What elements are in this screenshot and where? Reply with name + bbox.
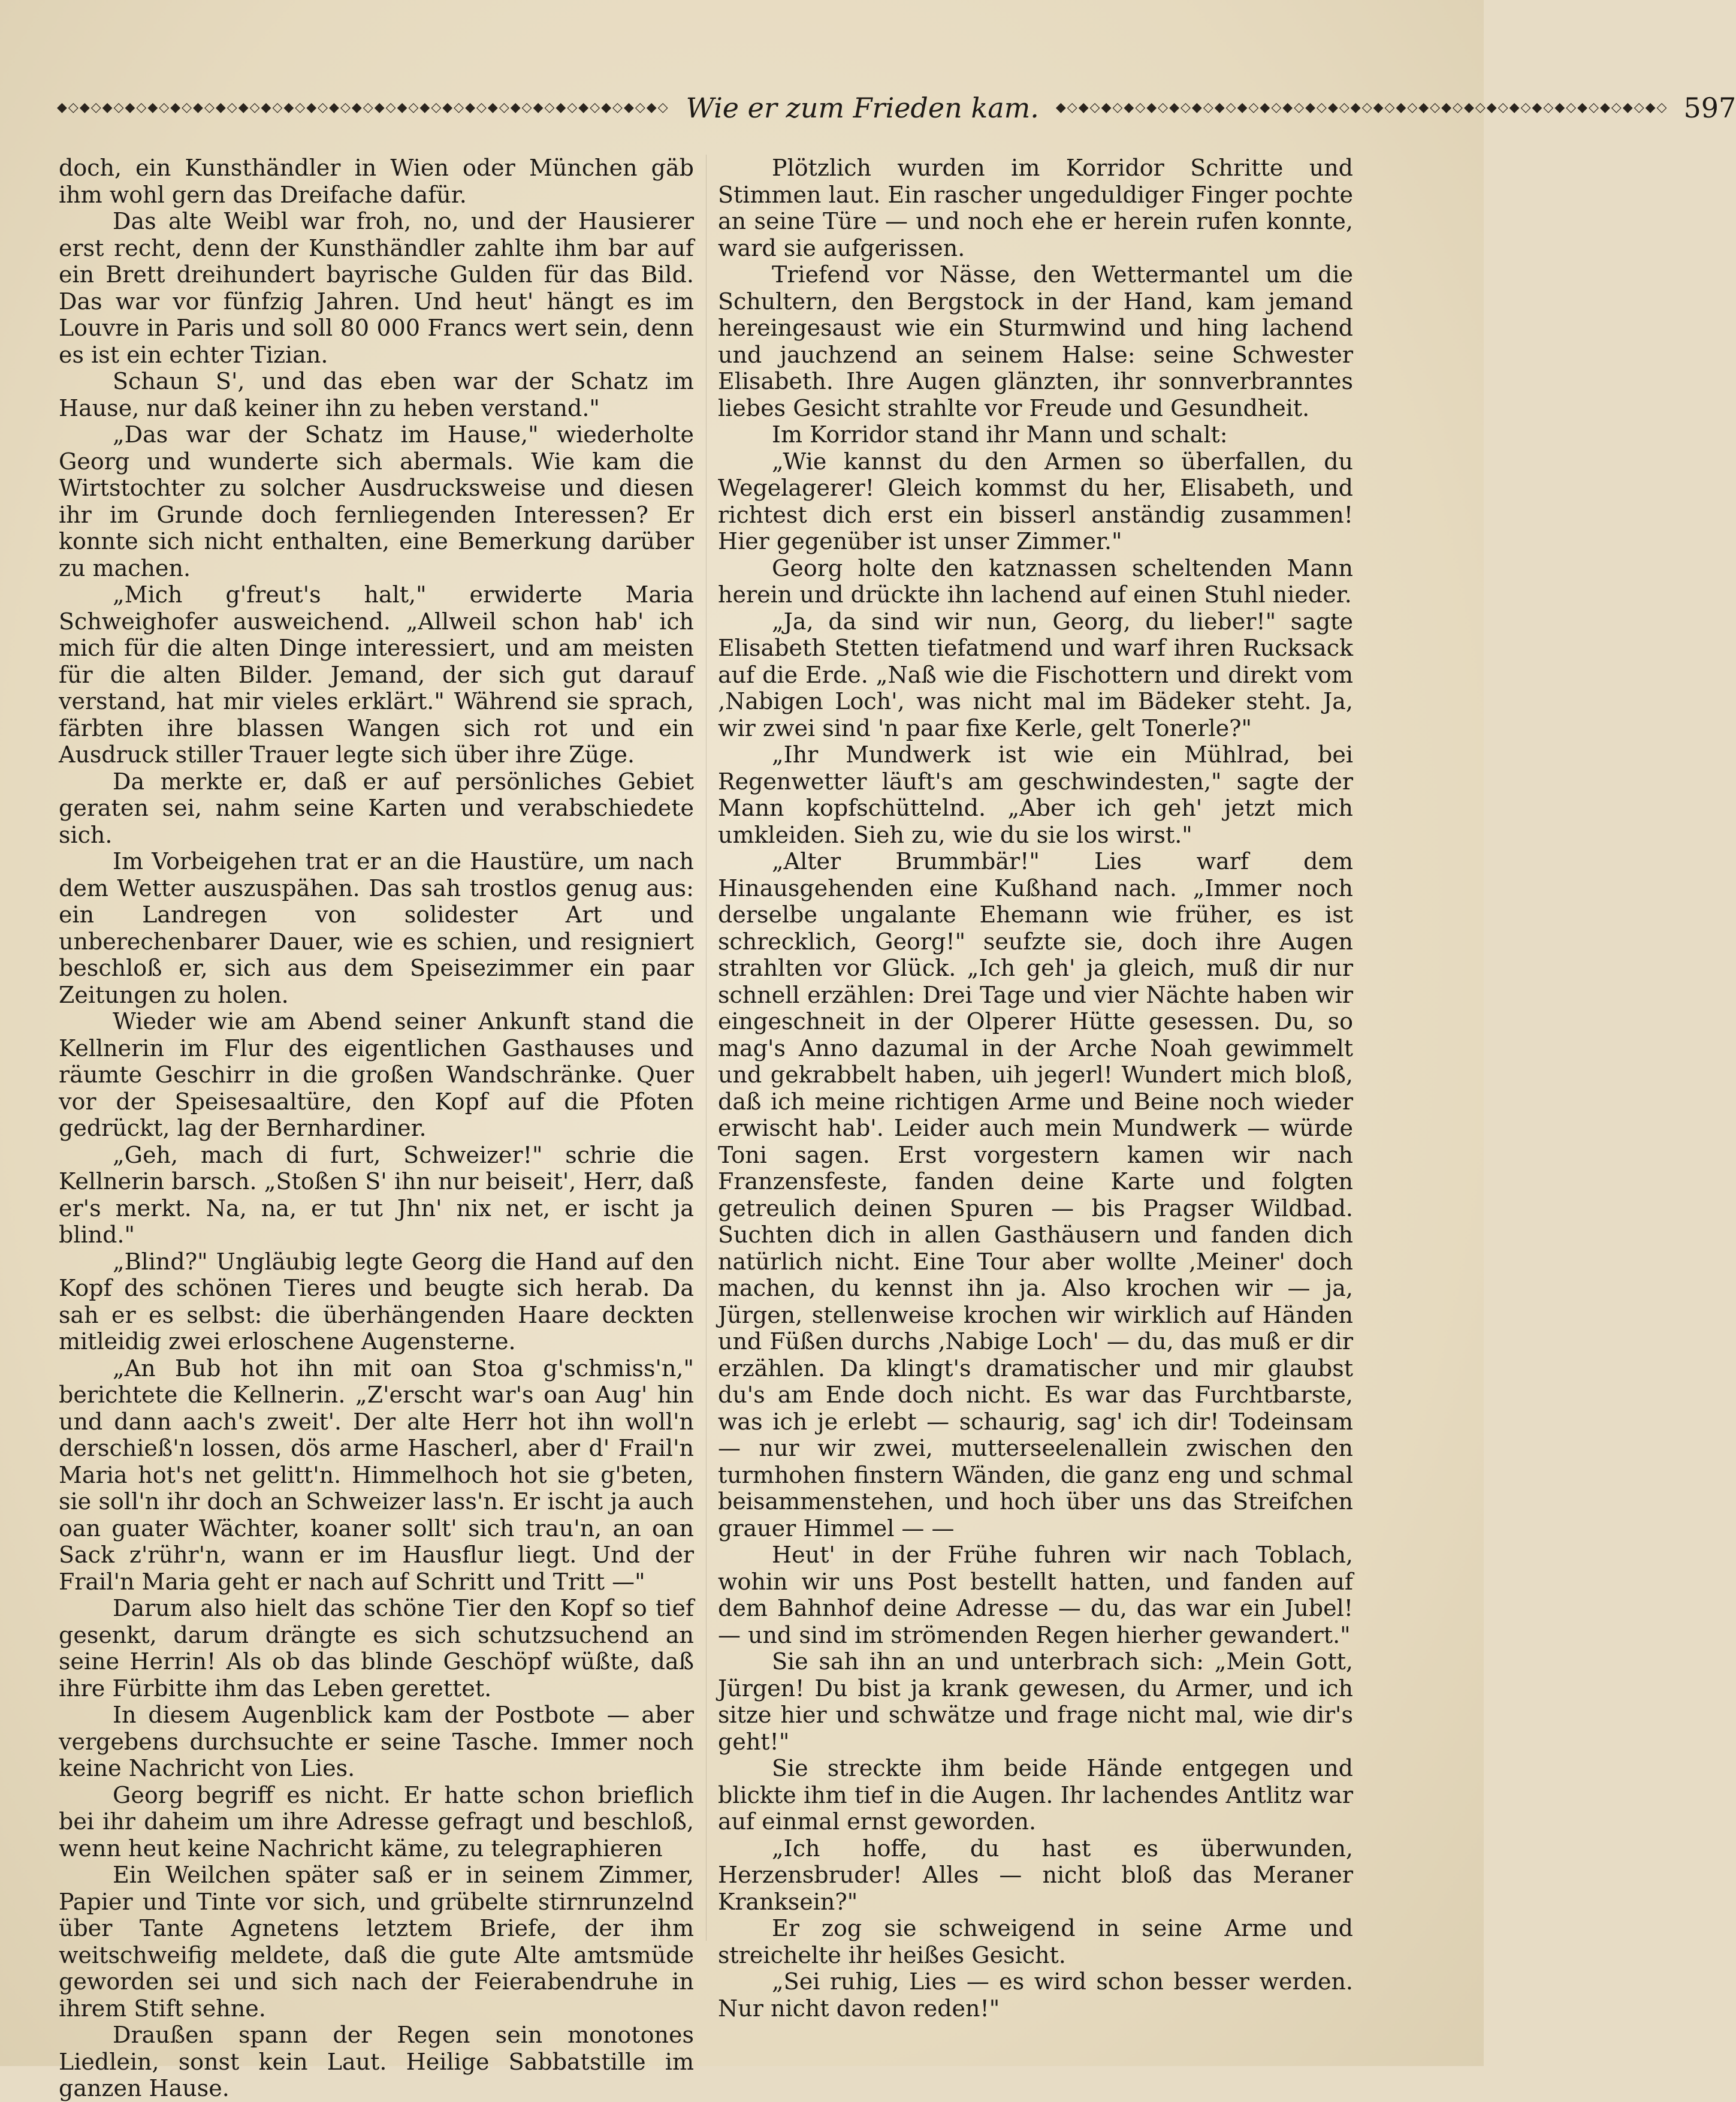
paragraph: Da merkte er, daß er auf persönliches Gebiet geraten sei, nahm seine Karten und verabschiedete sich. xyxy=(59,768,694,848)
right-column xyxy=(718,155,1353,2022)
page-number: 597 xyxy=(1683,92,1736,124)
paragraph: In diesem Augenblick kam der Postbote — aber vergebens durchsuchte er seine Tasche. Immer noch keine Nachricht von Lies. xyxy=(59,1702,694,1781)
running-header xyxy=(57,90,1736,126)
paragraph: „Ich hoffe, du hast es überwunden, Herzensbruder! Alles — nicht bloß das Meraner Kranksein?" xyxy=(718,1835,1353,1915)
paragraph: „Alter Brummbär!" Lies warf dem Hinausgehenden eine Kußhand nach. „Immer noch derselbe ungalante Ehemann wie früher, es ist schrecklich, Georg!" seufzte sie, doch ihre Augen strahlten vor Glück. „Ich geh' ja gleich, muß dir nur schnell erzählen: Drei Tage und vier Nächte haben wir eingeschneit in der Olperer Hütte gesessen. Du, so mag's Anno dazumal in der Arche Noah gewimmelt und gekrabbelt haben, uih jegerl! Wundert mich bloß, daß ich meine richtigen Arme und Beine noch wieder erwischt hab'. Leider auch mein Mundwerk — würde Toni sagen. Erst vorgestern kamen wir nach Franzensfeste, fanden deine Karte und folgten getreulich deinen Spuren — bis Pragser Wildbad. Suchten dich in allen Gasthäusern und fanden dich natürlich nicht. Eine Tour aber wollte ‚Meiner' doch machen, du kennst ihn ja. Also krochen wir — ja, Jürgen, stellenweise krochen wir wirklich auf Händen und Füßen durchs ‚Nabige Loch' — du, das muß er dir erzählen. Da klingt's dramatischer und mir glaubst du's am Ende doch nicht. Es war das Furchtbarste, was ich je erlebt — schaurig, sag' ich dir! Todeinsam — nur wir zwei, mutterseelenallein zwischen den turmhohen finstern Wänden, die ganz eng und schmal beisammenstehen, und hoch über uns das Streifchen grauer Himmel — — xyxy=(718,848,1353,1542)
column-gutter xyxy=(706,155,707,1941)
paragraph: Plötzlich wurden im Korridor Schritte und Stimmen laut. Ein rascher ungeduldiger Finger pochte an seine Türe — und noch ehe er herein rufen konnte, ward sie aufgerissen. xyxy=(718,155,1353,261)
paragraph: „An Bub hot ihn mit oan Stoa g'schmiss'n," berichtete die Kellnerin. „Z'erscht war's oan Aug' hin und dann aach's zweit'. Der alte Herr hot ihn woll'n derschieß'n lossen, dös arme Hascherl, aber d' Frail'n Maria hot's net gelitt'n. Himmelhoch hot sie g'beten, sie soll'n ihr doch an Schweizer lass'n. Er ischt ja auch oan guater Wächter, koaner sollt' sich trau'n, an oan Sack z'rühr'n, wann er im Hausflur liegt. Und der Frail'n Maria geht er nach auf Schritt und Tritt —" xyxy=(59,1355,694,1595)
paragraph: Sie sah ihn an und unterbrach sich: „Mein Gott, Jürgen! Du bist ja krank gewesen, du Armer, und ich sitze hier und schwätze und frage nicht mal, wie dir's geht!" xyxy=(718,1648,1353,1755)
paragraph: Im Korridor stand ihr Mann und schalt: xyxy=(772,421,1228,448)
paragraph: Heut' in der Frühe fuhren wir nach Toblach, wohin wir uns Post bestellt hatten, und fanden auf dem Bahnhof deine Adresse — du, das war ein Jubel! — und sind im strömenden Regen hierher gewandert." xyxy=(718,1542,1353,1648)
ornament-border-right: ◆◇◆◇◆◇◆◇◆◇◆◇◆◇◆◇◆◇◆◇◆◇◆◇◆◇◆◇◆◇◆◇◆◇◆◇◆◇◆◇◆◇◆◇◆◇◆◇◆◇◆◇◆◇ xyxy=(1055,100,1668,115)
running-title: Wie er zum Frieden kam. xyxy=(686,92,1039,124)
ornament-border-left: ◆◇◆◇◆◇◆◇◆◇◆◇◆◇◆◇◆◇◆◇◆◇◆◇◆◇◆◇◆◇◆◇◆◇◆◇◆◇◆◇◆◇◆◇◆◇◆◇◆◇◆◇◆◇ xyxy=(57,100,669,115)
paragraph: Ein Weilchen später saß er in seinem Zimmer, Papier und Tinte vor sich, und grübelte stirnrunzelnd über Tante Agnetens letztem Briefe, der ihm weitschweifig meldete, daß die gute Alte amtsmüde geworden sei und sich nach der Feierabendruhe in ihrem Stift sehne. xyxy=(59,1862,694,2022)
paragraph: „Ihr Mundwerk ist wie ein Mühlrad, bei Regenwetter läuft's am geschwindesten," sagte der Mann kopfschüttelnd. „Aber ich geh' jetzt mich umkleiden. Sieh zu, wie du sie los wirst." xyxy=(718,741,1353,848)
paragraph: „Mich g'freut's halt," erwiderte Maria Schweighofer ausweichend. „Allweil schon hab' ich mich für die alten Dinge interessiert, und am meisten für die alten Bilder. Jemand, der sich gut darauf verstand, hat mir vieles erklärt." Während sie sprach, färbten ihre blassen Wangen sich rot und ein Ausdruck stiller Trauer legte sich über ihre Züge. xyxy=(59,581,694,768)
paragraph: Triefend vor Nässe, den Wettermantel um die Schultern, den Bergstock in der Hand, kam jemand hereingesaust wie ein Sturmwind und hing lachend und jauchzend an seinem Halse: seine Schwester Elisabeth. Ihre Augen glänzten, ihr sonnverbranntes liebes Gesicht strahlte vor Freude und Gesundheit. xyxy=(718,261,1353,421)
paragraph: „Blind?" Ungläubig legte Georg die Hand auf den Kopf des schönen Tieres und beugte sich herab. Da sah er es selbst: die überhängenden Haare deckten mitleidig zwei erloschene Augensterne. xyxy=(59,1248,694,1355)
paragraph: Draußen spann der Regen sein monotones Liedlein, sonst kein Laut. Heilige Sabbatstille im ganzen Hause. xyxy=(59,2022,694,2101)
paragraph: Georg holte den katznassen scheltenden Mann herein und drückte ihn lachend auf einen Stuhl nieder. xyxy=(718,554,1353,608)
paragraph: Georg begriff es nicht. Er hatte schon brieflich bei ihr daheim um ihre Adresse gefragt und beschloß, wenn heut keine Nachricht käme, zu telegraphieren xyxy=(59,1781,694,1862)
left-column xyxy=(59,155,694,2102)
paragraph: Im Vorbeigehen trat er an die Haustüre, um nach dem Wetter auszuspähen. Das sah trostlos genug aus: ein Landregen von solidester Art und unberechenbarer Dauer, wie es schien, und resigniert beschloß er, sich aus dem Speisezimmer ein paar Zeitungen zu holen. xyxy=(59,848,694,1008)
paragraph: „Ja, da sind wir nun, Georg, du lieber!" sagte Elisabeth Stetten tiefatmend und warf ihren Rucksack auf die Erde. „Naß wie die Fischottern und direkt vom ‚Nabigen Loch', was nicht mal im Bädeker steht. Ja, wir zwei sind 'n paar fixe Kerle, gelt Tonerle?" xyxy=(718,608,1353,741)
paragraph: Schaun S', und das eben war der Schatz im Hause, nur daß keiner ihn zu heben verstand." xyxy=(59,368,694,421)
paragraph: „Wie kannst du den Armen so überfallen, du Wegelagerer! Gleich kommst du her, Elisabeth, und richtest dich erst ein bisserl anständig zusammen! Hier gegenüber ist unser Zimmer." xyxy=(718,448,1353,554)
paragraph: Das alte Weibl war froh, no, und der Hausierer erst recht, denn der Kunsthändler zahlte ihm bar auf ein Brett dreihundert bayrische Gulden für das Bild. Das war vor fünfzig Jahren. Und heut' hängt es im Louvre in Paris und soll 80 000 Francs wert sein, denn es ist ein echter Tizian. xyxy=(59,208,694,368)
paragraph: Wieder wie am Abend seiner Ankunft stand die Kellnerin im Flur des eigentlichen Gasthauses und räumte Geschirr in die großen Wandschränke. Quer vor der Speisesaaltüre, den Kopf auf die Pfoten gedrückt, lag der Bernhardiner. xyxy=(59,1008,694,1141)
paragraph: „Geh, mach di furt, Schweizer!" schrie die Kellnerin barsch. „Stoßen S' ihn nur beiseit', Herr, daß er's merkt. Na, na, er tut Jhn' nix net, er ischt ja blind." xyxy=(59,1141,694,1248)
paragraph: Darum also hielt das schöne Tier den Kopf so tief gesenkt, darum drängte es sich schutzsuchend an seine Herrin! Als ob das blinde Geschöpf wüßte, daß ihre Fürbitte ihm das Leben gerettet. xyxy=(59,1595,694,1702)
paragraph: doch, ein Kunsthändler in Wien oder München gäb ihm wohl gern das Dreifache dafür. xyxy=(59,155,694,208)
paragraph: Sie streckte ihm beide Hände entgegen und blickte ihm tief in die Augen. Ihr lachendes Antlitz war auf einmal ernst geworden. xyxy=(718,1755,1353,1835)
paragraph: Er zog sie schweigend in seine Arme und streichelte ihr heißes Gesicht. xyxy=(718,1915,1353,1968)
paragraph: „Sei ruhig, Lies — es wird schon besser werden. Nur nicht davon reden!" xyxy=(718,1968,1353,2022)
paragraph: „Das war der Schatz im Hause," wiederholte Georg und wunderte sich abermals. Wie kam die Wirtstochter zu solcher Ausdrucksweise und diesen ihr im Grunde doch fernliegenden Interessen? Er konnte sich nicht enthalten, eine Bemerkung darüber zu machen. xyxy=(59,421,694,581)
